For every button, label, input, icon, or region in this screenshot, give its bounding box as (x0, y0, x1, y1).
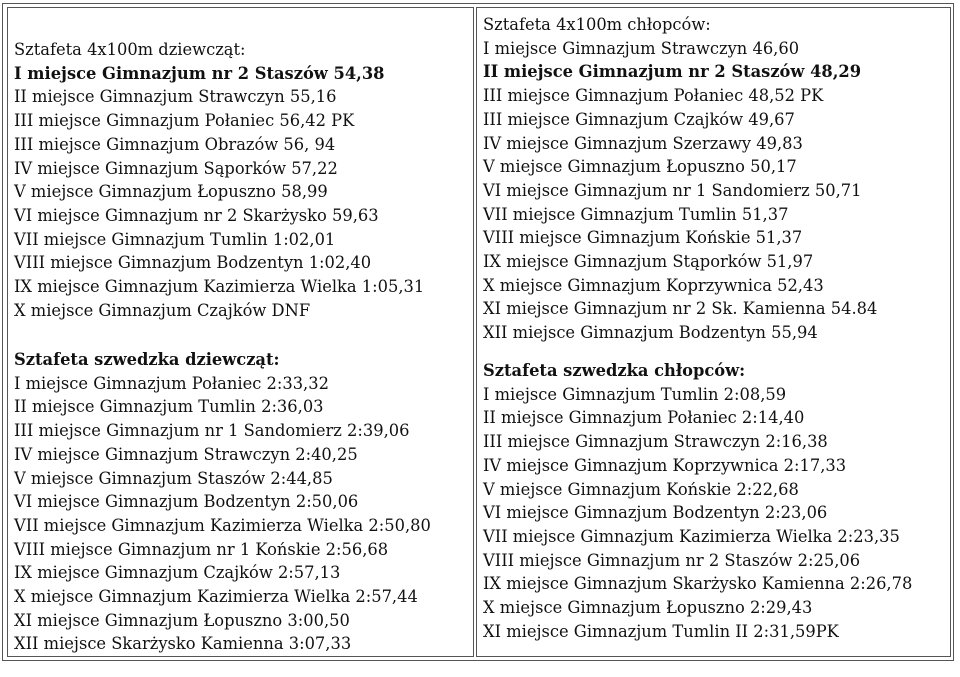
result-line: VI miejsce Gimnazjum nr 1 Sandomierz 50,71 (483, 180, 862, 200)
result-line: I miejsce Gimnazjum nr 2 Staszów 54,38 (14, 63, 385, 83)
result-line: X miejsce Gimnazjum Koprzywnica 52,43 (483, 275, 824, 295)
boys-results-cell (476, 7, 951, 657)
boys-relay-section (483, 13, 877, 345)
result-line: VIII miejsce Gimnazjum Bodzentyn 1:02,40 (14, 253, 372, 273)
result-line: IX miejsce Gimnazjum Czajków 2:57,13 (14, 563, 341, 583)
results-table (2, 3, 954, 661)
boys-relay-list (483, 37, 877, 345)
result-line: II miejsce Gimnazjum Połaniec 2:14,40 (483, 408, 805, 428)
result-line: VII miejsce Gimnazjum Kazimierza Wielka 2:50,80 (14, 515, 431, 535)
result-line: IX miejsce Gimnazjum Kazimierza Wielka 1:05,31 (14, 277, 425, 297)
result-line: III miejsce Gimnazjum Połaniec 56,42 PK (14, 111, 355, 131)
result-line: I miejsce Gimnazjum Połaniec 2:33,32 (14, 373, 329, 393)
girls-results-cell (7, 7, 474, 657)
result-line: X miejsce Gimnazjum Łopuszno 2:29,43 (483, 598, 813, 618)
boys-swedish-relay-title: Sztafeta szwedzka chłopców: (483, 361, 746, 380)
result-line: IV miejsce Gimnazjum Koprzywnica 2:17,33 (483, 455, 847, 475)
result-line: III miejsce Gimnazjum Połaniec 48,52 PK (483, 86, 824, 106)
result-line: VII miejsce Gimnazjum Tumlin 51,37 (483, 204, 789, 224)
result-line: IV miejsce Gimnazjum Sąporków 57,22 (14, 158, 338, 178)
result-line: II miejsce Gimnazjum nr 2 Staszów 48,29 (483, 62, 862, 82)
result-line: IX miejsce Gimnazjum Stąporków 51,97 (483, 252, 814, 272)
result-line: I miejsce Gimnazjum Strawczyn 46,60 (483, 38, 800, 58)
result-line: VII miejsce Gimnazjum Kazimierza Wielka 2:23,35 (483, 526, 900, 546)
result-line: VII miejsce Gimnazjum Tumlin 1:02,01 (14, 229, 336, 249)
result-line: IX miejsce Gimnazjum Skarżysko Kamienna 2:26,78 (483, 574, 913, 594)
result-line: VI miejsce Gimnazjum nr 2 Skarżysko 59,63 (14, 205, 379, 225)
result-line: XI miejsce Gimnazjum Łopuszno 3:00,50 (14, 610, 350, 630)
result-line: V miejsce Gimnazjum Końskie 2:22,68 (483, 479, 799, 499)
result-line: X miejsce Gimnazjum Czajków DNF (14, 300, 311, 320)
boys-swedish-relay-list (483, 383, 912, 644)
result-line: III miejsce Gimnazjum Obrazów 56, 94 (14, 134, 336, 154)
result-line: III miejsce Gimnazjum Strawczyn 2:16,38 (483, 432, 828, 452)
result-line: II miejsce Gimnazjum Strawczyn 55,16 (14, 87, 337, 107)
boys-swedish-relay-section (483, 359, 912, 643)
result-line: XI miejsce Gimnazjum Tumlin II 2:31,59PK (483, 621, 839, 641)
result-line: XI miejsce Gimnazjum nr 2 Sk. Kamienna 54.84 (483, 299, 878, 319)
girls-swedish-relay-title: Sztafeta szwedzka dziewcząt: (14, 350, 280, 369)
result-line: IV miejsce Gimnazjum Szerzawy 49,83 (483, 133, 803, 153)
result-line: I miejsce Gimnazjum Tumlin 2:08,59 (483, 384, 787, 404)
result-line: XII miejsce Gimnazjum Bodzentyn 55,94 (483, 323, 818, 343)
result-line: IV miejsce Gimnazjum Strawczyn 2:40,25 (14, 444, 358, 464)
result-line: III miejsce Gimnazjum nr 1 Sandomierz 2:39,06 (14, 421, 410, 441)
result-line: V miejsce Gimnazjum Staszów 2:44,85 (14, 468, 333, 488)
result-line: VIII miejsce Gimnazjum Końskie 51,37 (483, 228, 803, 248)
result-line: III miejsce Gimnazjum Czajków 49,67 (483, 109, 795, 129)
result-line: VIII miejsce Gimnazjum nr 2 Staszów 2:25,06 (483, 550, 861, 570)
result-line: VIII miejsce Gimnazjum nr 1 Końskie 2:56,68 (14, 539, 389, 559)
result-line: X miejsce Gimnazjum Kazimierza Wielka 2:57,44 (14, 587, 418, 607)
girls-relay-list (14, 62, 424, 323)
girls-swedish-relay-list (14, 372, 431, 656)
girls-relay-section (14, 38, 424, 322)
result-line: XII miejsce Skarżysko Kamienna 3:07,33 (14, 634, 352, 654)
result-line: VI miejsce Gimnazjum Bodzentyn 2:23,06 (483, 503, 828, 523)
result-line: II miejsce Gimnazjum Tumlin 2:36,03 (14, 397, 324, 417)
result-line: V miejsce Gimnazjum Łopuszno 50,17 (483, 157, 797, 177)
result-line: VI miejsce Gimnazjum Bodzentyn 2:50,06 (14, 492, 359, 512)
girls-swedish-relay-section (14, 348, 431, 656)
boys-relay-title: Sztafeta 4x100m chłopców: (483, 15, 711, 34)
result-line: V miejsce Gimnazjum Łopuszno 58,99 (14, 182, 328, 202)
girls-relay-title: Sztafeta 4x100m dziewcząt: (14, 40, 246, 59)
